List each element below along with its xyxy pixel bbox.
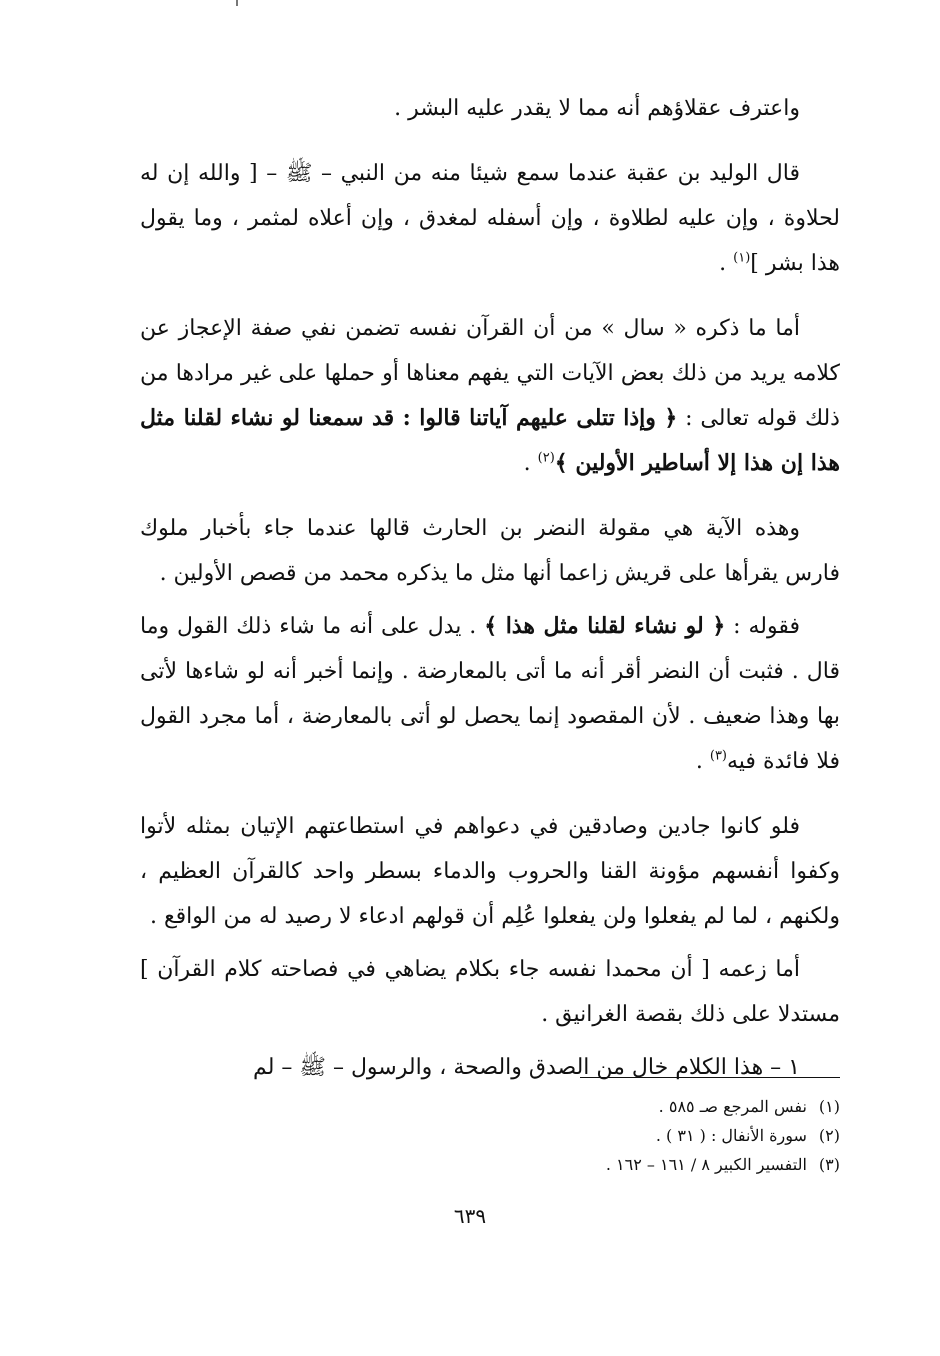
paragraph-2-text: قال الوليد بن عقبة عندما سمع شيئا منه من النبي – ﷺ – [ والله إن له لحلاوة ، وإن عليه لطلاوة ، وإن أسفله لمغدق ، وإن أعلاه لمثمر ، وما يقول هذا بشر ]: [140, 161, 840, 276]
footnote-1-text: نفس المرجع صـ ٥٨٥ .: [658, 1097, 807, 1116]
footnotes: [420, 1092, 840, 1179]
footnote-ref-1[interactable]: (١): [733, 250, 751, 266]
paragraph-6-text: فلو كانوا جادين وصادقين في دعواهم في استطاعتهم الإتيان بمثله لأتوا وكفوا أنفسهم مؤونة القنا والحروب والدماء بسطر واحد كالقرآن العظيم ، ولكنهم ، لما لم يفعلوا ولن يفعلوا عُلِم أن قولهم ادعاء لا رصيد له من الواقع .: [140, 814, 840, 929]
paragraph-7: [140, 947, 840, 1037]
paragraph-1: [140, 86, 840, 131]
paragraph-1-text: واعترف عقلاؤهم أنه مما لا يقدر عليه البشر .: [394, 96, 800, 121]
paragraph-6: [140, 804, 840, 939]
paragraph-2: [140, 151, 840, 286]
paragraph-7-text: أما زعمه [ أن محمدا نفسه جاء بكلام يضاهي في فصاحته كلام القرآن ] مستدلا على ذلك بقصة الغرانيق .: [140, 957, 840, 1027]
paragraph-3: [140, 306, 840, 486]
paragraph-5: [140, 604, 840, 784]
footnote-divider: [580, 1077, 840, 1078]
page-number: ٦٣٩: [453, 1204, 487, 1228]
scan-mark: [236, 0, 238, 6]
quran-quote-2: ﴿ لو نشاء لقلنا مثل هذا ﴾: [484, 613, 726, 639]
paragraph-4-text: وهذه الآية هي مقولة النضر بن الحارث قالها عندما جاء بأخبار ملوك فارس يقرأها على قريش زاعما أنها مثل ما يذكره محمد من قصص الأولين .: [140, 516, 840, 586]
paragraph-5-tail: .: [695, 749, 710, 774]
footnote-1-number: (١): [818, 1097, 840, 1116]
paragraph-5-text: . يدل على أنه ما شاء ذلك القول وما قال . فثبت أن النضر أقر أنه ما أتى بالمعارضة . وإنما أخبر أنه لو شاءها لأتى بها وهذا ضعيف . لأن المقصود إنما يحصل لو أتى بالمعارضة ، أما مجرد القول فلا فائدة فيه: [140, 614, 840, 774]
footnote-2-number: (٢): [818, 1126, 840, 1145]
footnote-3-text: التفسير الكبير ٨ / ١٦١ – ١٦٢ .: [605, 1155, 807, 1174]
footnote-3: [420, 1150, 840, 1179]
paragraph-2-tail: .: [719, 251, 734, 276]
footnote-ref-3[interactable]: (٣): [709, 748, 727, 764]
paragraph-8-text: ١ – هذا الكلام خال من الصدق والصحة ، والرسول – ﷺ – لم: [253, 1055, 800, 1080]
footnote-ref-2[interactable]: (٢): [537, 450, 555, 466]
footnote-2: [420, 1121, 840, 1150]
paragraph-3-text: أما ما ذكره « سال » من أن القرآن نفسه تضمن نفي صفة الإعجاز عن كلامه يريد من ذلك بعض الآيات التي يفهم معناها أو حملها على غير مرادها من ذلك قوله تعالى :: [140, 316, 840, 431]
footnote-2-text: سورة الأنفال : ( ٣١ ) .: [655, 1126, 807, 1145]
paragraph-4: [140, 506, 840, 596]
paragraph-8: [140, 1045, 840, 1090]
footnote-3-number: (٣): [818, 1155, 840, 1174]
main-text: [140, 86, 840, 1090]
quran-quote-1: ﴿ وإذا تتلى عليهم آياتنا قالوا : قد سمعنا لو نشاء لقلنا مثل هذا إن هذا إلا أساطير الأولين ﴾: [140, 405, 840, 476]
paragraph-5-lead: فقوله :: [725, 614, 800, 639]
paragraph-3-tail: .: [523, 451, 538, 476]
footnote-1: [420, 1092, 840, 1121]
